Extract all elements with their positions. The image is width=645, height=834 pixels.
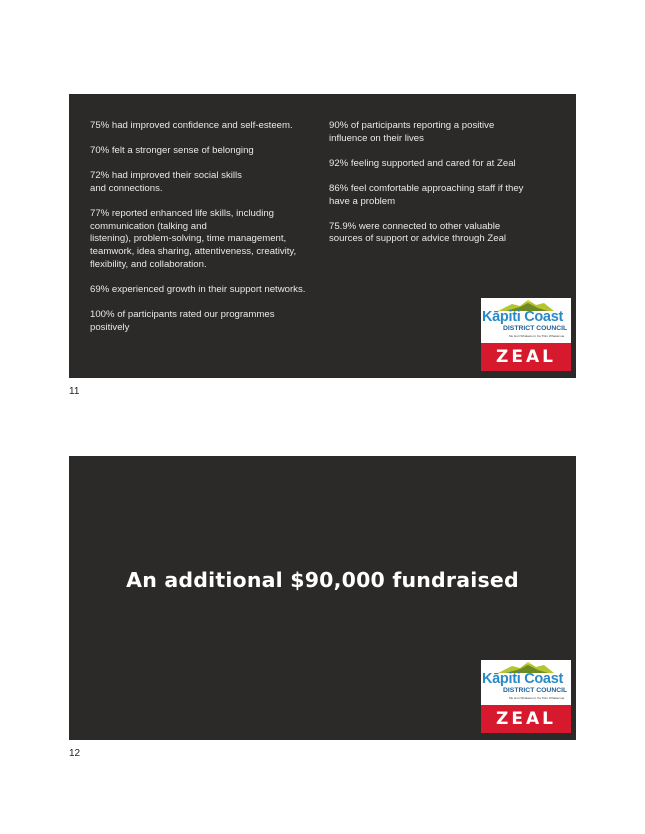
zeal-logo — [481, 705, 571, 733]
zeal-logo — [481, 343, 571, 371]
outcome-item: 77% reported enhanced life skills, including communication (talking and listening), problem-solving, time management, teamwork, idea sharing, attentiveness, creativity, flexibility, and collaboration. — [90, 208, 297, 270]
slide-headline: An additional $90,000 fundraised — [126, 568, 519, 592]
slide-fundraising — [69, 456, 576, 740]
outcome-item: 69% experienced growth in their support networks. — [90, 283, 306, 295]
council-name: Kāpiti Coast — [482, 309, 563, 325]
outcomes-left-column — [90, 120, 315, 347]
outcome-item: 72% had improved their social skills and connections. — [90, 170, 242, 194]
outcome-item: 75.9% were connected to other valuable sources of support or advice through Zeal — [329, 220, 507, 245]
slide-outcomes — [69, 94, 576, 378]
council-tagline: Me Huri Whakamuri, Ka Titiro Whakamua — [509, 334, 565, 338]
kapiti-coast-logo — [481, 298, 571, 343]
zeal-wordmark: ZEAL — [496, 347, 556, 367]
council-tagline: Me Huri Whakamuri, Ka Titiro Whakamua — [509, 696, 565, 700]
kapiti-coast-logo — [481, 660, 571, 705]
page-number: 11 — [69, 386, 80, 397]
zeal-wordmark: ZEAL — [496, 709, 556, 729]
page-number: 12 — [69, 748, 81, 759]
partner-logo — [481, 660, 571, 733]
outcomes-right-column — [329, 120, 529, 259]
council-subtitle: DISTRICT COUNCIL — [503, 687, 568, 694]
outcome-item: 70% felt a stronger sense of belonging — [90, 145, 254, 157]
outcome-item: 90% of participants reporting a positive influence on their lives — [329, 120, 495, 144]
council-name: Kāpiti Coast — [482, 671, 563, 687]
outcome-item: 75% had improved confidence and self-esteem. — [90, 120, 293, 131]
outcome-item: 86% feel comfortable approaching staff if they have a problem — [329, 182, 524, 207]
outcome-item: 100% of participants rated our programmes positively — [90, 308, 275, 333]
partner-logo — [481, 298, 571, 371]
council-subtitle: DISTRICT COUNCIL — [503, 325, 568, 332]
outcome-item: 92% feeling supported and cared for at Zeal — [329, 157, 516, 169]
